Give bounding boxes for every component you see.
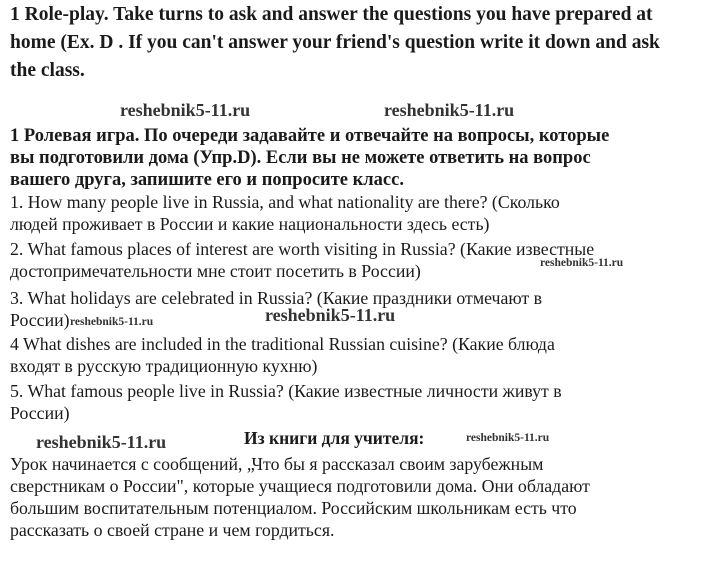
watermark: reshebnik5-11.ru bbox=[384, 100, 515, 120]
task-en-line-2: home (Ex. D . If you can't answer your friend's question write it down and ask bbox=[10, 32, 660, 53]
task-ru-line-3: вашего друга, запишите его и попросите класс. bbox=[10, 170, 404, 190]
task-en-line-3: the class. bbox=[10, 60, 85, 81]
question-line: достопримечательности мне стоит посетить в России) bbox=[10, 261, 421, 281]
teacher-text-line: Урок начинается с сообщений, „Что бы я рассказал своим зарубежным bbox=[10, 454, 544, 474]
task-ru-line-1: 1 Ролевая игра. По очереди задавайте и отвечайте на вопросы, которые bbox=[10, 126, 610, 146]
watermark: reshebnik5-11.ru bbox=[36, 432, 167, 452]
question-line: 1. How many people live in Russia, and what nationality are there? (Сколько bbox=[10, 192, 560, 212]
watermark: reshebnik5-11.ru bbox=[540, 257, 624, 269]
question-line: 4 What dishes are included in the traditional Russian cuisine? (Какие блюда bbox=[10, 334, 555, 354]
question-line: России) bbox=[10, 310, 70, 330]
task-ru-line-2: вы подготовили дома (Упр.D). Если вы не можете ответить на вопрос bbox=[10, 148, 591, 168]
question-line: 5. What famous people live in Russia? (Какие известные личности живут в bbox=[10, 381, 562, 401]
watermark: reshebnik5-11.ru bbox=[265, 305, 396, 325]
question-line: 3. What holidays are celebrated in Russia? (Какие праздники отмечают в bbox=[10, 288, 543, 308]
teacher-text-line: рассказать о своей стране и чем гордиться. bbox=[10, 520, 335, 540]
teacher-text-line: большим воспитательным потенциалом. Российским школьникам есть что bbox=[10, 498, 577, 518]
question-line: людей проживает в России и какие национальности здесь есть) bbox=[10, 214, 490, 234]
question-line: 2. What famous places of interest are worth visiting in Russia? (Какие известные bbox=[10, 239, 595, 259]
watermark: reshebnik5-11.ru bbox=[466, 432, 550, 444]
watermark: reshebnik5-11.ru bbox=[120, 100, 251, 120]
watermark: reshebnik5-11.ru bbox=[70, 316, 154, 328]
teacher-heading: Из книги для учителя: bbox=[244, 428, 425, 448]
task-en-line-1: 1 Role-play. Take turns to ask and answer the questions you have prepared at bbox=[10, 4, 653, 25]
question-line: входят в русскую традиционную кухню) bbox=[10, 356, 318, 376]
teacher-text-line: сверстникам о России", которые учащиеся подготовили дома. Они обладают bbox=[10, 476, 590, 496]
question-line: России) bbox=[10, 403, 70, 423]
